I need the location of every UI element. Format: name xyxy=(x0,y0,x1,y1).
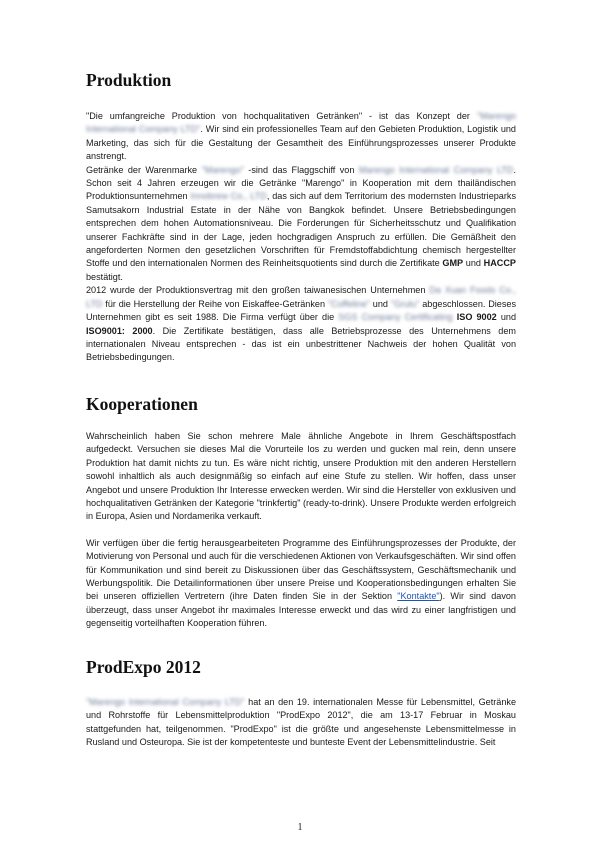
text-run: für die Herstellung der Reihe von Eiskaffee-Getränken xyxy=(102,298,328,309)
text-run: 2012 wurde der Produktionsvertrag mit den großen taiwanesischen Unternehmen xyxy=(86,285,430,296)
produktion-paragraph-2 xyxy=(86,164,516,285)
section-title-produktion: Produktion xyxy=(86,70,172,90)
kooperationen-body xyxy=(86,430,516,631)
text-run: und xyxy=(463,258,484,269)
kooperationen-paragraph-1: Wahrscheinlich haben Sie schon mehrere Male ähnliche Angebote in Ihrem Geschäftspostfach aufgedeckt. Versuchen sie dieses Mal die Vorurteile los zu werden und gucken mal rein, denn unsere Produktion hat damit nichts zu tun. Es wäre nicht richtig, unsere Produktion mit den anderen Herstellern sowohl inhaltlich als auch designmäßig so einfach auf eine Stufe zu stellen. Wir hoffen, dass unser Angebot und unsere Produktion Ihr Interesse erwecken werden. Wir sind die Hersteller von exklusiven und hochqualitativen Getränken der Kategorie "trinkfertig" (ready-to-drink). Unsere Produkte werden erfolgreich in Europa, Asien und Nordamerika verkauft. xyxy=(86,431,516,522)
text-run: Wir verfügen über die fertig herausgearbeiteten Programme des Einführungsprozesses der Produkte, der Motivierung von Personal und auch für die verschiedenen Aktionen von Verkaufsgeschäften. Wir sind offen für Kommunikation und sind bereit zu Diskussionen über das Geschäftssystem, Geschäftsmechanik und Werbungspolitik. Die Detailinformationen über unsere Preise und Kooperationsbedingungen erhalten Sie bei unseren offiziellen Vertretern (ihre Daten finden Sie in der Sektion xyxy=(86,537,516,602)
text-run: und xyxy=(496,312,517,323)
kontakte-link[interactable]: "Kontakte" xyxy=(397,591,440,602)
produktion-body xyxy=(86,110,516,365)
text-run: hat an den 19. internationalen Messe für Lebensmittel, Getränke und Rohrstoffe für Lebensmittelproduktion "ProdExpo 2012", die am 13-17 Februar in Moskau stattgefunden hat, teilgenommen. "ProdExpo" ist die größte und angesehenste Lebensmittelmesse in Rusland und Osteuropa. Sie ist der kompetenteste und bunteste Event der Lebensmittelindustrie. Seit xyxy=(86,697,517,748)
text-run: . Wir sind ein professionelles Team auf den Gebieten Produktion, Logistik und Marketing, das sich für die Gestaltung der Gesamtheit des Einführungsprozesses unserer Produkte anstrengt. xyxy=(86,124,516,162)
text-run: bestätigt. xyxy=(86,271,123,282)
produktion-paragraph-3 xyxy=(86,284,516,364)
redacted-company-name: "Marengo International Company LTD" xyxy=(86,697,245,707)
section-title-prodexpo: ProdExpo 2012 xyxy=(86,657,201,677)
redacted-brand-name: "Grulu" xyxy=(390,298,420,309)
page-number: 1 xyxy=(297,822,303,833)
redacted-company-name: Marengo International Company LTD xyxy=(358,164,514,175)
text-run: . Schon seit 4 Jahren erzeugen wir die Getränke "Marengo" in Kooperation mit dem thailändischen Produktionsunternehmen xyxy=(86,164,517,202)
prodexpo-paragraph-1 xyxy=(86,696,516,750)
redacted-brand-name: "Coffeline" xyxy=(327,298,370,309)
produktion-paragraph-1 xyxy=(86,110,516,164)
section-title-kooperationen: Kooperationen xyxy=(86,394,198,414)
redacted-brand-name: "Marengo" xyxy=(201,164,244,175)
prodexpo-body xyxy=(86,696,516,750)
redacted-partner-name: Innobrew Co., LTD xyxy=(190,191,267,202)
certificate-iso-9001: ISO9001: 2000 xyxy=(86,325,153,336)
certificate-iso-9002: ISO 9002 xyxy=(456,312,497,323)
text-run: -sind das Flaggschiff von xyxy=(243,164,359,175)
kooperationen-paragraph-2 xyxy=(86,537,516,631)
redacted-company-name: "Marengo International Company LTD" xyxy=(86,111,516,135)
text-run: ). Wir sind davon überzeugt, dass unser Angebot ihr maximales Interesse erweckt und das wird zu einer langfristigen und gegenseitig vorteilhaften Kooperation führen. xyxy=(86,591,516,629)
text-run: Getränke der Warenmarke xyxy=(86,164,202,175)
redacted-partner-name: Da Xuan Foods Co., LTD xyxy=(86,285,516,309)
text-run: "Die umfangreiche Produktion von hochqualitativen Getränken" - ist das Konzept der xyxy=(86,111,477,121)
text-run: . Die Zertifikate bestätigen, dass alle Betriebsprozesse des Unternehmens dem internationalen Niveau entsprechen - das ist ein unbestrittener Nachweis der hohen Qualität von Betriebsbedingungen. xyxy=(86,325,516,363)
text-run: abgeschlossen. Dieses Unternehmen gibt es seit 1988. Die Firma verfügt über die xyxy=(86,298,516,323)
text-run: , das sich auf dem Territorium des modernsten Industrieparks Samutsakorn Industrial Estate in der Nähe von Bangkok befindet. Unsere Betriebsbedingungen entsprechen dem hohen Automationsniveau. Die Forderungen für Sicherheitsschutz und Qualifikation unserer Fachkräfte sind in der Lage, jeden hochgradigen Anspruch zu erfüllen. Die Gemäßheit den angeforderten Normen den gesetzlichen Vorschriften für Fremdstoffabdichtung chemisch hergestellter Stoffe und den internationalen Normen des Reinheitsquotients sind durch die Zertifikate xyxy=(86,191,516,269)
text-run: und xyxy=(370,298,391,309)
certificate-gmp: GMP xyxy=(442,258,464,269)
certificate-haccp: HACCP xyxy=(483,258,516,269)
redacted-certifier-name: SGS Company Certificating xyxy=(338,312,453,323)
